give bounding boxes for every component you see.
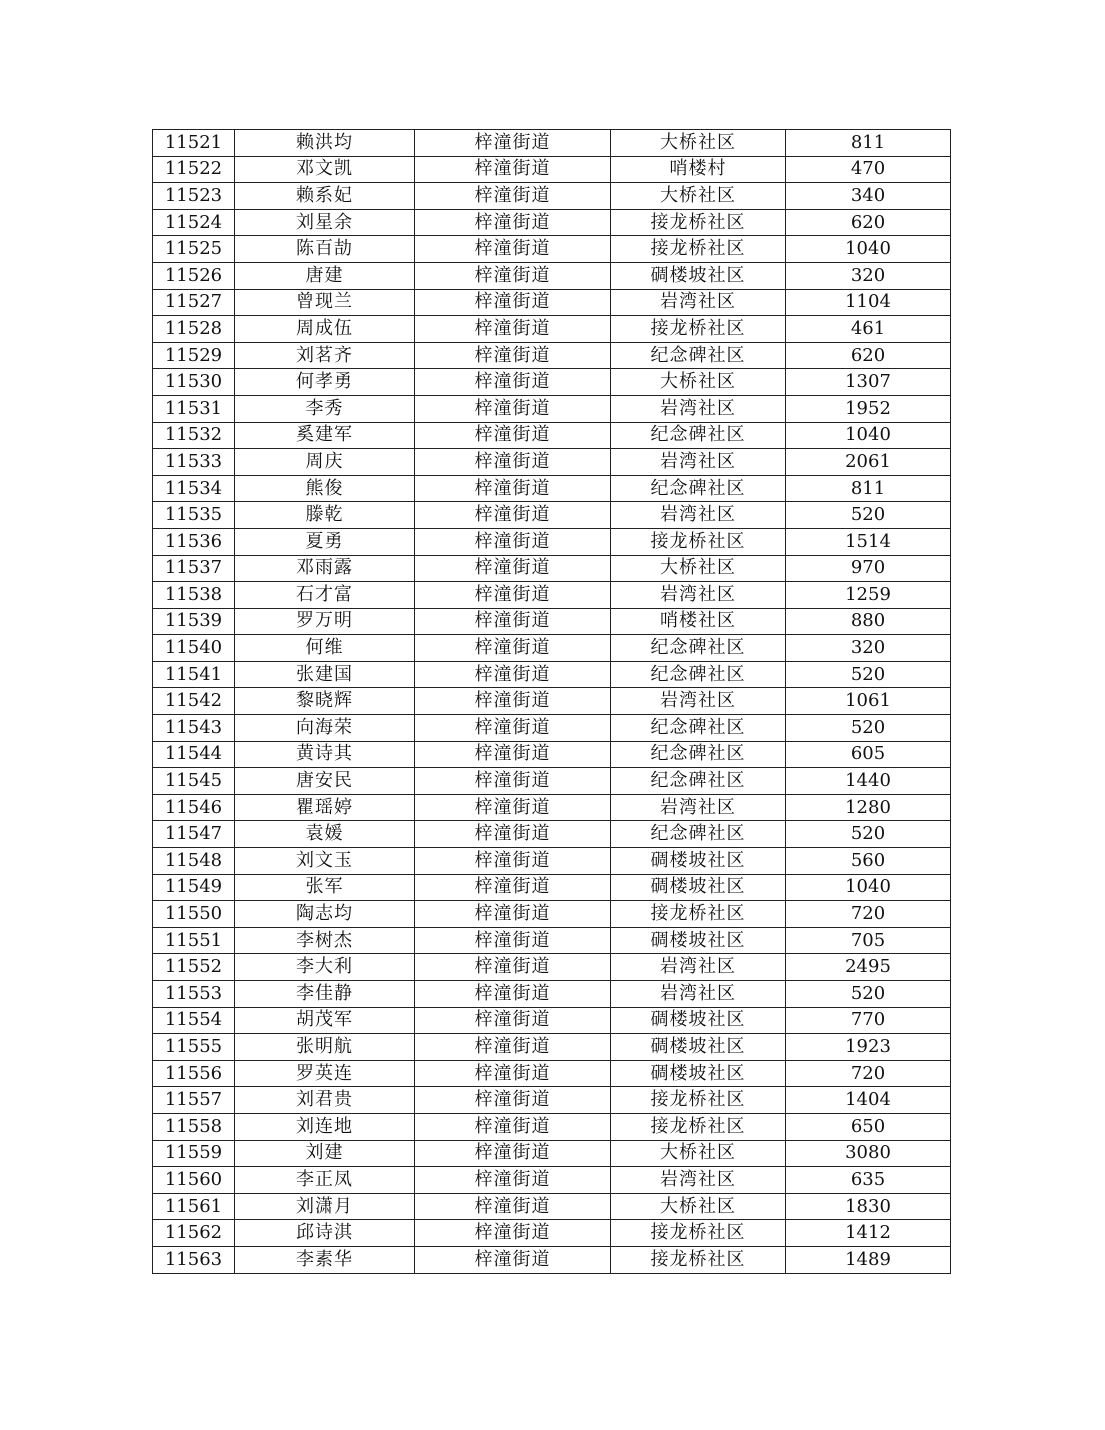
cell-subdistrict: 梓潼街道 [415, 528, 611, 555]
cell-amount: 1307 [786, 369, 951, 396]
cell-subdistrict: 梓潼街道 [415, 156, 611, 183]
cell-name: 胡茂军 [235, 1007, 415, 1034]
cell-serial-number: 11522 [153, 156, 235, 183]
cell-name: 刘连地 [235, 1113, 415, 1140]
cell-amount: 520 [786, 981, 951, 1008]
cell-subdistrict: 梓潼街道 [415, 289, 611, 316]
cell-community: 接龙桥社区 [611, 316, 786, 343]
table-row [153, 1140, 951, 1167]
cell-amount: 1040 [786, 422, 951, 449]
cell-amount: 1830 [786, 1193, 951, 1220]
cell-subdistrict: 梓潼街道 [415, 395, 611, 422]
cell-name: 李佳静 [235, 981, 415, 1008]
cell-serial-number: 11532 [153, 422, 235, 449]
cell-subdistrict: 梓潼街道 [415, 475, 611, 502]
table-row [153, 927, 951, 954]
cell-community: 大桥社区 [611, 130, 786, 157]
table-row [153, 342, 951, 369]
table-row [153, 741, 951, 768]
cell-name: 熊俊 [235, 475, 415, 502]
cell-name: 袁媛 [235, 821, 415, 848]
cell-name: 石才富 [235, 582, 415, 609]
cell-serial-number: 11536 [153, 528, 235, 555]
table-row [153, 848, 951, 875]
cell-name: 陈百劼 [235, 236, 415, 263]
cell-amount: 1923 [786, 1034, 951, 1061]
cell-amount: 1412 [786, 1220, 951, 1247]
cell-subdistrict: 梓潼街道 [415, 981, 611, 1008]
table-row [153, 582, 951, 609]
table-row [153, 395, 951, 422]
cell-name: 赖洪均 [235, 130, 415, 157]
cell-subdistrict: 梓潼街道 [415, 342, 611, 369]
cell-community: 岩湾社区 [611, 289, 786, 316]
table-row [153, 156, 951, 183]
cell-serial-number: 11521 [153, 130, 235, 157]
cell-name: 李大利 [235, 954, 415, 981]
table-row [153, 794, 951, 821]
cell-serial-number: 11545 [153, 768, 235, 795]
cell-subdistrict: 梓潼街道 [415, 130, 611, 157]
cell-community: 纪念碑社区 [611, 715, 786, 742]
cell-community: 接龙桥社区 [611, 1113, 786, 1140]
table-row [153, 688, 951, 715]
cell-community: 岩湾社区 [611, 395, 786, 422]
cell-amount: 1404 [786, 1087, 951, 1114]
cell-name: 刘文玉 [235, 848, 415, 875]
cell-name: 刘建 [235, 1140, 415, 1167]
table-row [153, 316, 951, 343]
cell-serial-number: 11548 [153, 848, 235, 875]
table-row [153, 954, 951, 981]
cell-name: 刘茗齐 [235, 342, 415, 369]
cell-subdistrict: 梓潼街道 [415, 316, 611, 343]
cell-community: 碉楼坡社区 [611, 262, 786, 289]
cell-subdistrict: 梓潼街道 [415, 927, 611, 954]
cell-name: 夏勇 [235, 528, 415, 555]
table-row [153, 236, 951, 263]
cell-serial-number: 11551 [153, 927, 235, 954]
cell-amount: 520 [786, 661, 951, 688]
table-row [153, 262, 951, 289]
cell-serial-number: 11560 [153, 1167, 235, 1194]
cell-amount: 470 [786, 156, 951, 183]
cell-subdistrict: 梓潼街道 [415, 661, 611, 688]
cell-serial-number: 11547 [153, 821, 235, 848]
cell-community: 岩湾社区 [611, 981, 786, 1008]
cell-serial-number: 11544 [153, 741, 235, 768]
table-row [153, 1246, 951, 1273]
cell-amount: 811 [786, 130, 951, 157]
cell-name: 李树杰 [235, 927, 415, 954]
cell-name: 邓雨露 [235, 555, 415, 582]
cell-serial-number: 11562 [153, 1220, 235, 1247]
cell-subdistrict: 梓潼街道 [415, 183, 611, 210]
cell-serial-number: 11561 [153, 1193, 235, 1220]
cell-amount: 320 [786, 635, 951, 662]
cell-serial-number: 11554 [153, 1007, 235, 1034]
table-row [153, 449, 951, 476]
cell-name: 周成伍 [235, 316, 415, 343]
table-row [153, 475, 951, 502]
cell-community: 岩湾社区 [611, 954, 786, 981]
cell-name: 黄诗其 [235, 741, 415, 768]
cell-subdistrict: 梓潼街道 [415, 1007, 611, 1034]
cell-name: 陶志均 [235, 901, 415, 928]
cell-serial-number: 11558 [153, 1113, 235, 1140]
cell-serial-number: 11546 [153, 794, 235, 821]
cell-amount: 620 [786, 209, 951, 236]
cell-serial-number: 11527 [153, 289, 235, 316]
table-row [153, 130, 951, 157]
cell-community: 纪念碑社区 [611, 635, 786, 662]
cell-serial-number: 11529 [153, 342, 235, 369]
cell-serial-number: 11559 [153, 1140, 235, 1167]
cell-name: 奚建军 [235, 422, 415, 449]
cell-subdistrict: 梓潼街道 [415, 768, 611, 795]
cell-amount: 560 [786, 848, 951, 875]
cell-community: 大桥社区 [611, 183, 786, 210]
cell-community: 岩湾社区 [611, 1167, 786, 1194]
cell-community: 大桥社区 [611, 1140, 786, 1167]
cell-subdistrict: 梓潼街道 [415, 715, 611, 742]
cell-serial-number: 11528 [153, 316, 235, 343]
cell-subdistrict: 梓潼街道 [415, 1034, 611, 1061]
cell-subdistrict: 梓潼街道 [415, 954, 611, 981]
cell-name: 李正凤 [235, 1167, 415, 1194]
cell-community: 碉楼坡社区 [611, 1007, 786, 1034]
cell-amount: 1280 [786, 794, 951, 821]
cell-amount: 720 [786, 901, 951, 928]
cell-serial-number: 11541 [153, 661, 235, 688]
cell-amount: 1489 [786, 1246, 951, 1273]
cell-subdistrict: 梓潼街道 [415, 236, 611, 263]
cell-subdistrict: 梓潼街道 [415, 369, 611, 396]
cell-serial-number: 11524 [153, 209, 235, 236]
cell-name: 张建国 [235, 661, 415, 688]
cell-name: 罗英连 [235, 1060, 415, 1087]
cell-name: 周庆 [235, 449, 415, 476]
cell-amount: 3080 [786, 1140, 951, 1167]
table-row [153, 1193, 951, 1220]
table-row [153, 635, 951, 662]
cell-community: 碉楼坡社区 [611, 1060, 786, 1087]
cell-community: 接龙桥社区 [611, 901, 786, 928]
cell-subdistrict: 梓潼街道 [415, 608, 611, 635]
cell-name: 向海荣 [235, 715, 415, 742]
cell-serial-number: 11552 [153, 954, 235, 981]
cell-subdistrict: 梓潼街道 [415, 794, 611, 821]
cell-amount: 1259 [786, 582, 951, 609]
cell-amount: 620 [786, 342, 951, 369]
cell-name: 邓文凯 [235, 156, 415, 183]
cell-amount: 1040 [786, 236, 951, 263]
table-row [153, 768, 951, 795]
table-row [153, 555, 951, 582]
cell-subdistrict: 梓潼街道 [415, 1167, 611, 1194]
cell-serial-number: 11550 [153, 901, 235, 928]
cell-amount: 650 [786, 1113, 951, 1140]
cell-serial-number: 11525 [153, 236, 235, 263]
cell-subdistrict: 梓潼街道 [415, 848, 611, 875]
cell-community: 接龙桥社区 [611, 1246, 786, 1273]
table-row [153, 981, 951, 1008]
cell-name: 黎晓辉 [235, 688, 415, 715]
table-row [153, 528, 951, 555]
data-table-body [153, 130, 951, 1274]
cell-serial-number: 11537 [153, 555, 235, 582]
cell-community: 纪念碑社区 [611, 741, 786, 768]
cell-name: 唐建 [235, 262, 415, 289]
cell-amount: 520 [786, 715, 951, 742]
cell-name: 瞿瑶婷 [235, 794, 415, 821]
cell-name: 滕乾 [235, 502, 415, 529]
table-row [153, 502, 951, 529]
cell-serial-number: 11540 [153, 635, 235, 662]
cell-community: 纪念碑社区 [611, 342, 786, 369]
cell-community: 纪念碑社区 [611, 768, 786, 795]
cell-subdistrict: 梓潼街道 [415, 1246, 611, 1273]
cell-subdistrict: 梓潼街道 [415, 901, 611, 928]
cell-amount: 1040 [786, 874, 951, 901]
cell-serial-number: 11555 [153, 1034, 235, 1061]
cell-community: 接龙桥社区 [611, 1220, 786, 1247]
cell-community: 碉楼坡社区 [611, 874, 786, 901]
cell-amount: 1061 [786, 688, 951, 715]
cell-community: 纪念碑社区 [611, 475, 786, 502]
cell-name: 李秀 [235, 395, 415, 422]
cell-subdistrict: 梓潼街道 [415, 582, 611, 609]
cell-serial-number: 11557 [153, 1087, 235, 1114]
cell-name: 刘君贵 [235, 1087, 415, 1114]
cell-community: 岩湾社区 [611, 688, 786, 715]
cell-amount: 520 [786, 502, 951, 529]
table-row [153, 1034, 951, 1061]
cell-community: 纪念碑社区 [611, 661, 786, 688]
cell-community: 接龙桥社区 [611, 1087, 786, 1114]
cell-serial-number: 11549 [153, 874, 235, 901]
table-row [153, 821, 951, 848]
cell-community: 接龙桥社区 [611, 236, 786, 263]
cell-subdistrict: 梓潼街道 [415, 1060, 611, 1087]
cell-subdistrict: 梓潼街道 [415, 635, 611, 662]
cell-community: 哨楼村 [611, 156, 786, 183]
cell-community: 岩湾社区 [611, 794, 786, 821]
cell-community: 岩湾社区 [611, 449, 786, 476]
cell-subdistrict: 梓潼街道 [415, 741, 611, 768]
cell-amount: 461 [786, 316, 951, 343]
cell-serial-number: 11542 [153, 688, 235, 715]
cell-community: 接龙桥社区 [611, 209, 786, 236]
cell-amount: 635 [786, 1167, 951, 1194]
cell-subdistrict: 梓潼街道 [415, 502, 611, 529]
cell-name: 李素华 [235, 1246, 415, 1273]
cell-community: 纪念碑社区 [611, 821, 786, 848]
cell-amount: 520 [786, 821, 951, 848]
cell-subdistrict: 梓潼街道 [415, 449, 611, 476]
cell-name: 刘星余 [235, 209, 415, 236]
cell-subdistrict: 梓潼街道 [415, 422, 611, 449]
table-row [153, 1060, 951, 1087]
cell-serial-number: 11523 [153, 183, 235, 210]
data-table [152, 129, 951, 1274]
cell-serial-number: 11538 [153, 582, 235, 609]
cell-community: 纪念碑社区 [611, 422, 786, 449]
cell-community: 接龙桥社区 [611, 528, 786, 555]
cell-name: 刘潇月 [235, 1193, 415, 1220]
table-row [153, 1113, 951, 1140]
table-row [153, 289, 951, 316]
table-row [153, 661, 951, 688]
cell-amount: 720 [786, 1060, 951, 1087]
cell-name: 张明航 [235, 1034, 415, 1061]
table-row [153, 1007, 951, 1034]
cell-name: 何孝勇 [235, 369, 415, 396]
cell-name: 张军 [235, 874, 415, 901]
cell-name: 曾现兰 [235, 289, 415, 316]
cell-subdistrict: 梓潼街道 [415, 874, 611, 901]
cell-subdistrict: 梓潼街道 [415, 1140, 611, 1167]
cell-community: 岩湾社区 [611, 582, 786, 609]
cell-community: 大桥社区 [611, 369, 786, 396]
cell-community: 大桥社区 [611, 1193, 786, 1220]
cell-amount: 770 [786, 1007, 951, 1034]
cell-amount: 2495 [786, 954, 951, 981]
cell-serial-number: 11534 [153, 475, 235, 502]
cell-community: 碉楼坡社区 [611, 848, 786, 875]
cell-community: 岩湾社区 [611, 502, 786, 529]
cell-community: 碉楼坡社区 [611, 1034, 786, 1061]
table-row [153, 183, 951, 210]
cell-name: 何维 [235, 635, 415, 662]
cell-name: 罗万明 [235, 608, 415, 635]
cell-name: 唐安民 [235, 768, 415, 795]
cell-amount: 605 [786, 741, 951, 768]
cell-serial-number: 11553 [153, 981, 235, 1008]
table-row [153, 608, 951, 635]
cell-serial-number: 11539 [153, 608, 235, 635]
cell-amount: 970 [786, 555, 951, 582]
cell-community: 碉楼坡社区 [611, 927, 786, 954]
cell-amount: 2061 [786, 449, 951, 476]
cell-subdistrict: 梓潼街道 [415, 1193, 611, 1220]
cell-amount: 811 [786, 475, 951, 502]
table-row [153, 422, 951, 449]
table-row [153, 1087, 951, 1114]
cell-community: 大桥社区 [611, 555, 786, 582]
cell-community: 哨楼社区 [611, 608, 786, 635]
cell-serial-number: 11543 [153, 715, 235, 742]
cell-serial-number: 11531 [153, 395, 235, 422]
cell-amount: 880 [786, 608, 951, 635]
cell-serial-number: 11563 [153, 1246, 235, 1273]
cell-amount: 1440 [786, 768, 951, 795]
cell-subdistrict: 梓潼街道 [415, 688, 611, 715]
table-row [153, 1167, 951, 1194]
cell-serial-number: 11533 [153, 449, 235, 476]
cell-amount: 705 [786, 927, 951, 954]
table-row [153, 209, 951, 236]
table-row [153, 901, 951, 928]
cell-subdistrict: 梓潼街道 [415, 209, 611, 236]
cell-amount: 1952 [786, 395, 951, 422]
cell-subdistrict: 梓潼街道 [415, 555, 611, 582]
cell-amount: 320 [786, 262, 951, 289]
cell-amount: 340 [786, 183, 951, 210]
cell-subdistrict: 梓潼街道 [415, 1113, 611, 1140]
cell-subdistrict: 梓潼街道 [415, 262, 611, 289]
cell-name: 赖系妃 [235, 183, 415, 210]
cell-amount: 1514 [786, 528, 951, 555]
cell-subdistrict: 梓潼街道 [415, 1087, 611, 1114]
table-row [153, 1220, 951, 1247]
cell-serial-number: 11526 [153, 262, 235, 289]
cell-serial-number: 11530 [153, 369, 235, 396]
table-row [153, 369, 951, 396]
cell-amount: 1104 [786, 289, 951, 316]
cell-name: 邱诗淇 [235, 1220, 415, 1247]
table-row [153, 715, 951, 742]
table-row [153, 874, 951, 901]
cell-subdistrict: 梓潼街道 [415, 821, 611, 848]
cell-subdistrict: 梓潼街道 [415, 1220, 611, 1247]
cell-serial-number: 11535 [153, 502, 235, 529]
cell-serial-number: 11556 [153, 1060, 235, 1087]
